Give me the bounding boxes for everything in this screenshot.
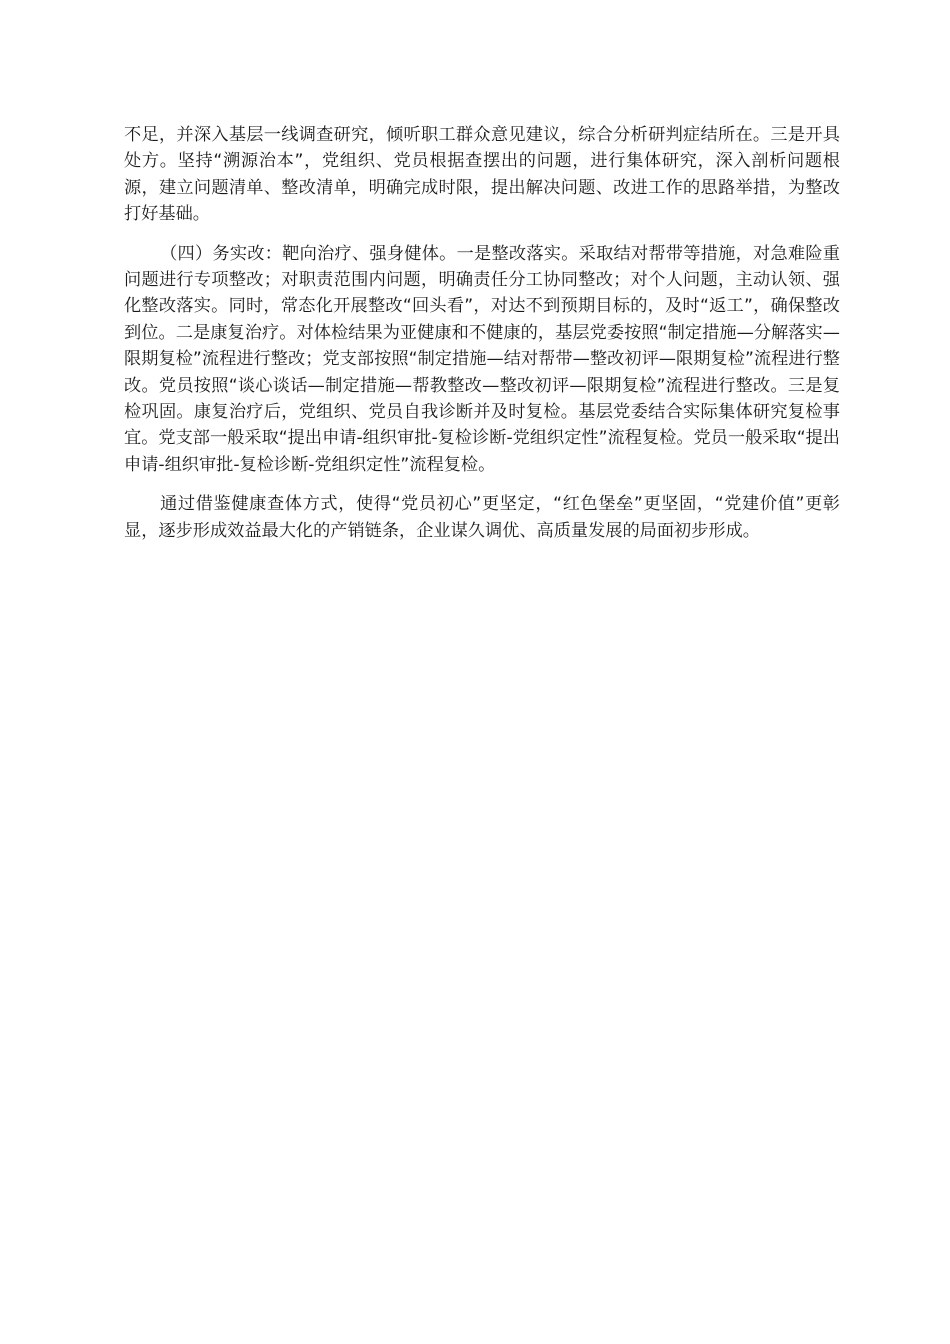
document-page xyxy=(124,122,840,557)
paragraph-continuation: 不足，并深入基层一线调查研究，倾听职工群众意见建议，综合分析研判症结所在。三是开具处方。坚持“溯源治本”，党组织、党员根据查摆出的问题，进行集体研究，深入剖析问题根源，建立问题清单、整改清单，明确完成时限，提出解决问题、改进工作的思路举措，为整改打好基础。 xyxy=(124,125,840,225)
paragraph-conclusion: 通过借鉴健康查体方式，使得“党员初心”更坚定，“红色堡垒”更坚固，“党建价值”更彰显，逐步形成效益最大化的产销链条，企业谋久调优、高质量发展的局面初步形成。 xyxy=(124,494,840,541)
paragraph-section-four: （四）务实改：靶向治疗、强身健体。一是整改落实。采取结对帮带等措施，对急难险重问题进行专项整改；对职责范围内问题，明确责任分工协同整改；对个人问题，主动认领、强化整改落实。同时，常态化开展整改“回头看”，对达不到预期目标的，及时“返工”，确保整改到位。二是康复治疗。对体检结果为亚健康和不健康的，基层党委按照“制定措施—分解落实—限期复检”流程进行整改；党支部按照“制定措施—结对帮带—整改初评—限期复检”流程进行整改。党员按照“谈心谈话—制定措施—帮教整改—整改初评—限期复检”流程进行整改。三是复检巩固。康复治疗后，党组织、党员自我诊断并及时复检。基层党委结合实际集体研究复检事宜。党支部一般采取“提出申请-组织审批-复检诊断-党组织定性”流程复检。党员一般采取“提出申请-组织审批-复检诊断-党组织定性”流程复检。 xyxy=(124,243,840,475)
